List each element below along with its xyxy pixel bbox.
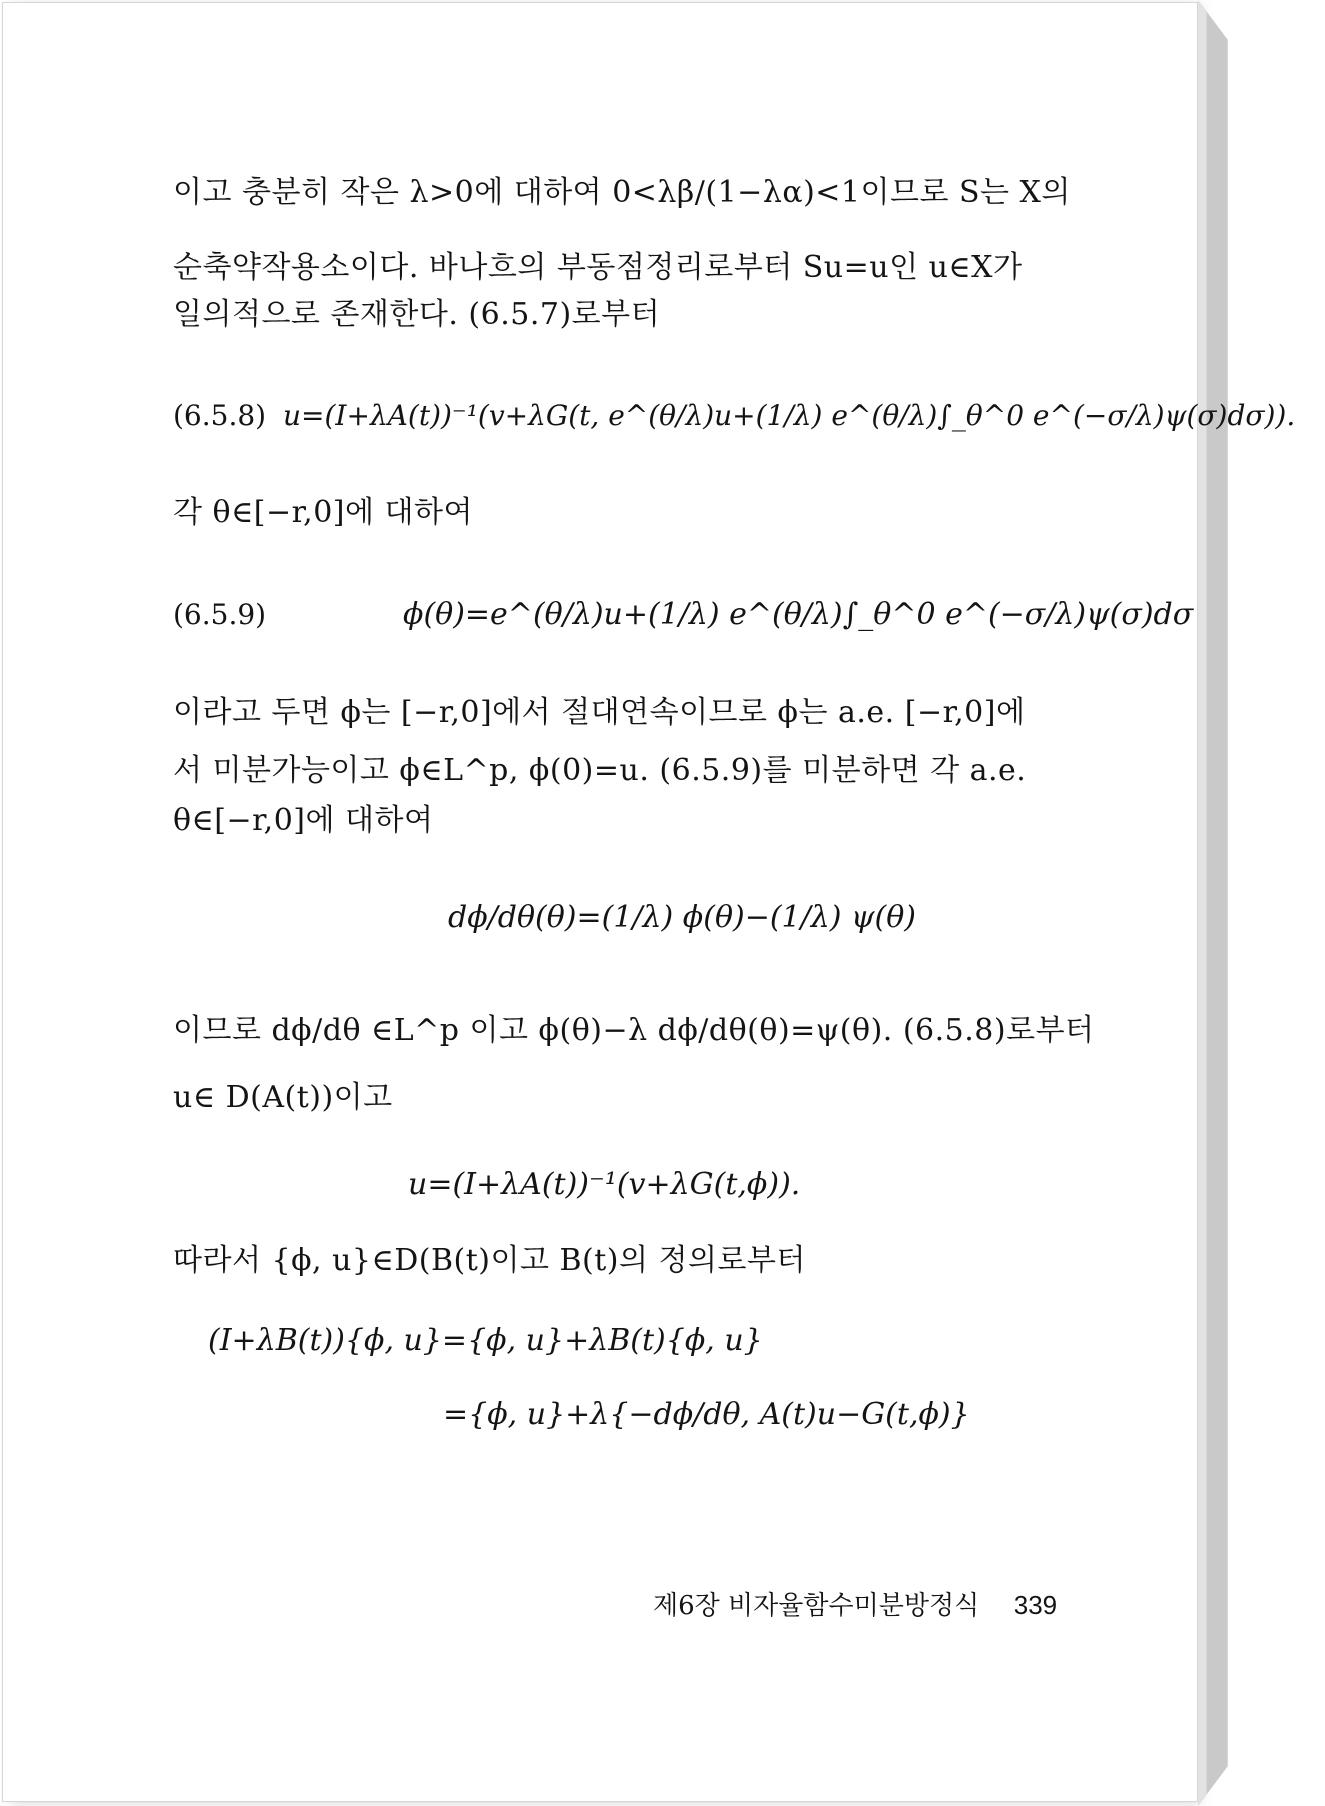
paragraph-line-3: 일의적으로 존재한다. (6.5.7)로부터 [173, 297, 661, 332]
book-page [2, 2, 1296, 1802]
page-footer [653, 1587, 1058, 1624]
equation-u-resolvent: u=(I+λA(t))⁻¹(v+λG(t,ϕ)). [408, 1167, 801, 1202]
equation-number-6-5-8: (6.5.8) [173, 399, 267, 432]
paragraph-line-4: 각 θ∈[−r,0]에 대하여 [173, 495, 473, 530]
paragraph-line-5: 이라고 두면 ϕ는 [−r,0]에서 절대연속이므로 ϕ는 a.e. [−r,0]에 [173, 695, 1026, 730]
equation-6-5-8: u=(I+λA(t))⁻¹(v+λG(t, e^(θ/λ)u+(1/λ) e^(θ/λ)∫_θ^0 e^(−σ/λ)ψ(σ)dσ)). [283, 399, 1296, 432]
paragraph-line-8: 이므로 dϕ/dθ ∈L^p 이고 ϕ(θ)−λ dϕ/dθ(θ)=ψ(θ). (6.5.8)로부터 [173, 1013, 1095, 1048]
chapter-title: 제6장 비자율함수미분방정식 [653, 1591, 980, 1621]
paragraph-line-7: θ∈[−r,0]에 대하여 [173, 803, 434, 838]
equation-6-5-9: ϕ(θ)=e^(θ/λ)u+(1/λ) e^(θ/λ)∫_θ^0 e^(−σ/λ)ψ(σ)dσ [403, 597, 1194, 632]
equation-b-line-2: ={ϕ, u}+λ{−dϕ/dθ, A(t)u−G(t,ϕ)} [443, 1397, 970, 1432]
paragraph-line-1: 이고 충분히 작은 λ>0에 대하여 0<λβ/(1−λα)<1이므로 S는 X의 [173, 175, 1071, 210]
paragraph-line-10: 따라서 {ϕ, u}∈D(B(t)이고 B(t)의 정의로부터 [173, 1243, 806, 1278]
paragraph-line-6: 서 미분가능이고 ϕ∈L^p, ϕ(0)=u. (6.5.9)를 미분하면 각 a.e. [173, 753, 1027, 788]
paragraph-line-9: u∈ D(A(t))이고 [173, 1080, 393, 1115]
page-number: 339 [1013, 1590, 1058, 1620]
page-content [3, 3, 1296, 1803]
equation-derivative: dϕ/dθ(θ)=(1/λ) ϕ(θ)−(1/λ) ψ(θ) [448, 900, 916, 935]
equation-number-6-5-9: (6.5.9) [173, 598, 267, 631]
equation-b-line-1: (I+λB(t)){ϕ, u}={ϕ, u}+λB(t){ϕ, u} [208, 1323, 763, 1358]
paragraph-line-2: 순축약작용소이다. 바나흐의 부동점정리로부터 Su=u인 u∈X가 [173, 250, 1023, 285]
